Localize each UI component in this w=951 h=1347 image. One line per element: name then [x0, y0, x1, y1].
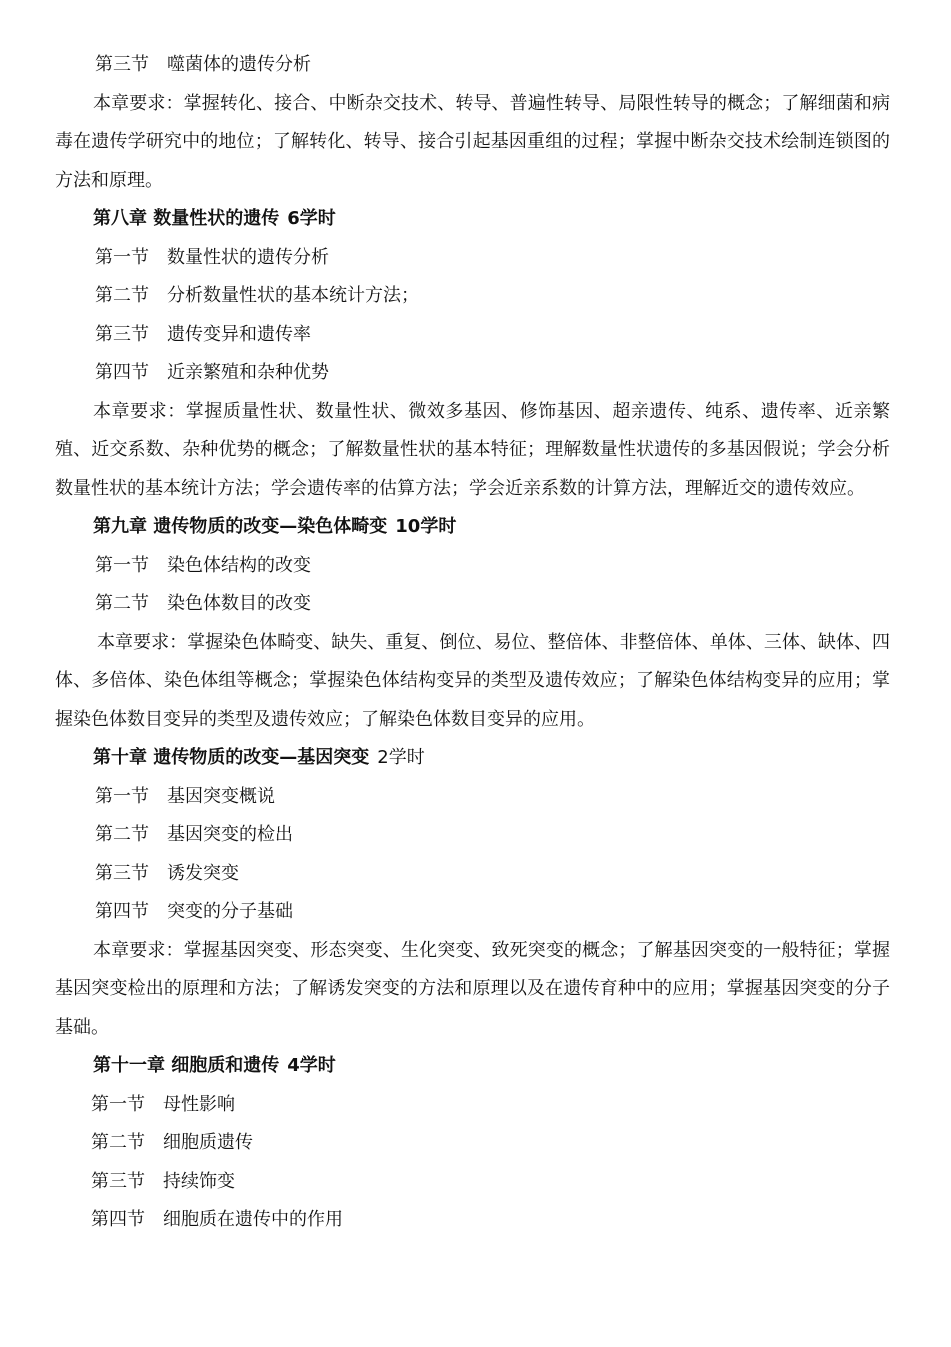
- section-heading: [55, 547, 890, 586]
- chapter-requirements-paragraph: 本章要求：掌握染色体畸变、缺失、重复、倒位、易位、整倍体、非整倍体、单体、三体、缺体、四体、多倍体、染色体组等概念；掌握染色体结构变异的类型及遗传效应；了解染色体结构变异的应用；掌握染色体数目变异的类型及遗传效应；了解染色体数目变异的应用。: [55, 631, 890, 730]
- section-number: 第四节: [95, 901, 149, 922]
- chapter-requirements-paragraph: 本章要求：掌握质量性状、数量性状、微效多基因、修饰基因、超亲遗传、纯系、遗传率、近亲繁殖、近交系数、杂种优势的概念；了解数量性状的基本特征；理解数量性状遗传的多基因假说；学会分析数量性状的基本统计方法；学会遗传率的估算方法；学会近亲系数的计算方法，理解近交的遗传效应。: [55, 400, 890, 499]
- section-number: 第一节: [95, 785, 149, 807]
- section-number: 第二节: [95, 824, 149, 845]
- section-title: 基因突变的检出: [167, 824, 293, 845]
- section-number: 第一节: [91, 1093, 145, 1115]
- chapter-title: 第十章 遗传物质的改变—基因突变: [93, 747, 370, 768]
- section-title: 基因突变概说: [167, 785, 275, 807]
- section-title: 细胞质在遗传中的作用: [163, 1209, 343, 1230]
- chapter-heading: [55, 508, 890, 547]
- section-title: 染色体数目的改变: [167, 593, 311, 614]
- section-title: 细胞质遗传: [163, 1132, 253, 1153]
- section-heading: [55, 1201, 890, 1240]
- section-number: 第三节: [95, 54, 149, 75]
- section-title: 持续饰变: [163, 1170, 235, 1192]
- section-number: 第三节: [95, 862, 149, 884]
- chapter-heading: [55, 200, 890, 239]
- chapter-title: 第九章 遗传物质的改变—染色体畸变: [93, 516, 388, 537]
- section-heading: [55, 816, 890, 855]
- section-heading: [55, 893, 890, 932]
- chapter-title: 第八章 数量性状的遗传: [93, 208, 280, 229]
- chapter-requirements-paragraph: 本章要求：掌握转化、接合、中断杂交技术、转导、普遍性转导、局限性转导的概念；了解细菌和病毒在遗传学研究中的地位；了解转化、转导、接合引起基因重组的过程；掌握中断杂交技术绘制连锁图的方法和原理。: [55, 92, 890, 191]
- section-title: 遗传变异和遗传率: [167, 323, 311, 345]
- section-heading: [55, 585, 890, 624]
- chapter-heading: [55, 1047, 890, 1086]
- section-number: 第四节: [91, 1209, 145, 1230]
- chapter-heading: [55, 739, 890, 778]
- chapter-hours: 6学时: [287, 208, 336, 229]
- section-number: 第一节: [95, 246, 149, 268]
- document-page: [55, 46, 890, 1240]
- section-heading: [55, 778, 890, 817]
- section-heading: [55, 239, 890, 278]
- section-number: 第一节: [95, 554, 149, 576]
- section-heading: [55, 277, 890, 316]
- section-heading: [55, 46, 890, 85]
- chapter-title: 第十一章 细胞质和遗传: [93, 1055, 280, 1076]
- section-title: 噬菌体的遗传分析: [167, 54, 311, 75]
- section-title: 分析数量性状的基本统计方法；: [167, 285, 419, 306]
- section-number: 第二节: [91, 1132, 145, 1153]
- section-heading: [55, 855, 890, 894]
- section-title: 近亲繁殖和杂种优势: [167, 362, 329, 383]
- chapter-requirements-paragraph: 本章要求：掌握基因突变、形态突变、生化突变、致死突变的概念；了解基因突变的一般特征；掌握基因突变检出的原理和方法；了解诱发突变的方法和原理以及在遗传育种中的应用；掌握基因突变的分子基础。: [55, 939, 890, 1038]
- section-title: 突变的分子基础: [167, 901, 293, 922]
- section-title: 母性影响: [163, 1093, 235, 1115]
- chapter-hours: 10学时: [395, 516, 457, 537]
- section-number: 第三节: [95, 323, 149, 345]
- chapter-hours: 4学时: [287, 1055, 336, 1076]
- section-number: 第二节: [95, 593, 149, 614]
- section-title: 诱发突变: [167, 862, 239, 884]
- section-heading: [55, 316, 890, 355]
- section-number: 第二节: [95, 285, 149, 306]
- section-heading: [55, 1163, 890, 1202]
- section-heading: [55, 354, 890, 393]
- section-title: 染色体结构的改变: [167, 554, 311, 576]
- section-title: 数量性状的遗传分析: [167, 246, 329, 268]
- section-heading: [55, 1086, 890, 1125]
- chapter-hours: 2学时: [377, 747, 425, 768]
- section-number: 第四节: [95, 362, 149, 383]
- section-number: 第三节: [91, 1170, 145, 1192]
- section-heading: [55, 1124, 890, 1163]
